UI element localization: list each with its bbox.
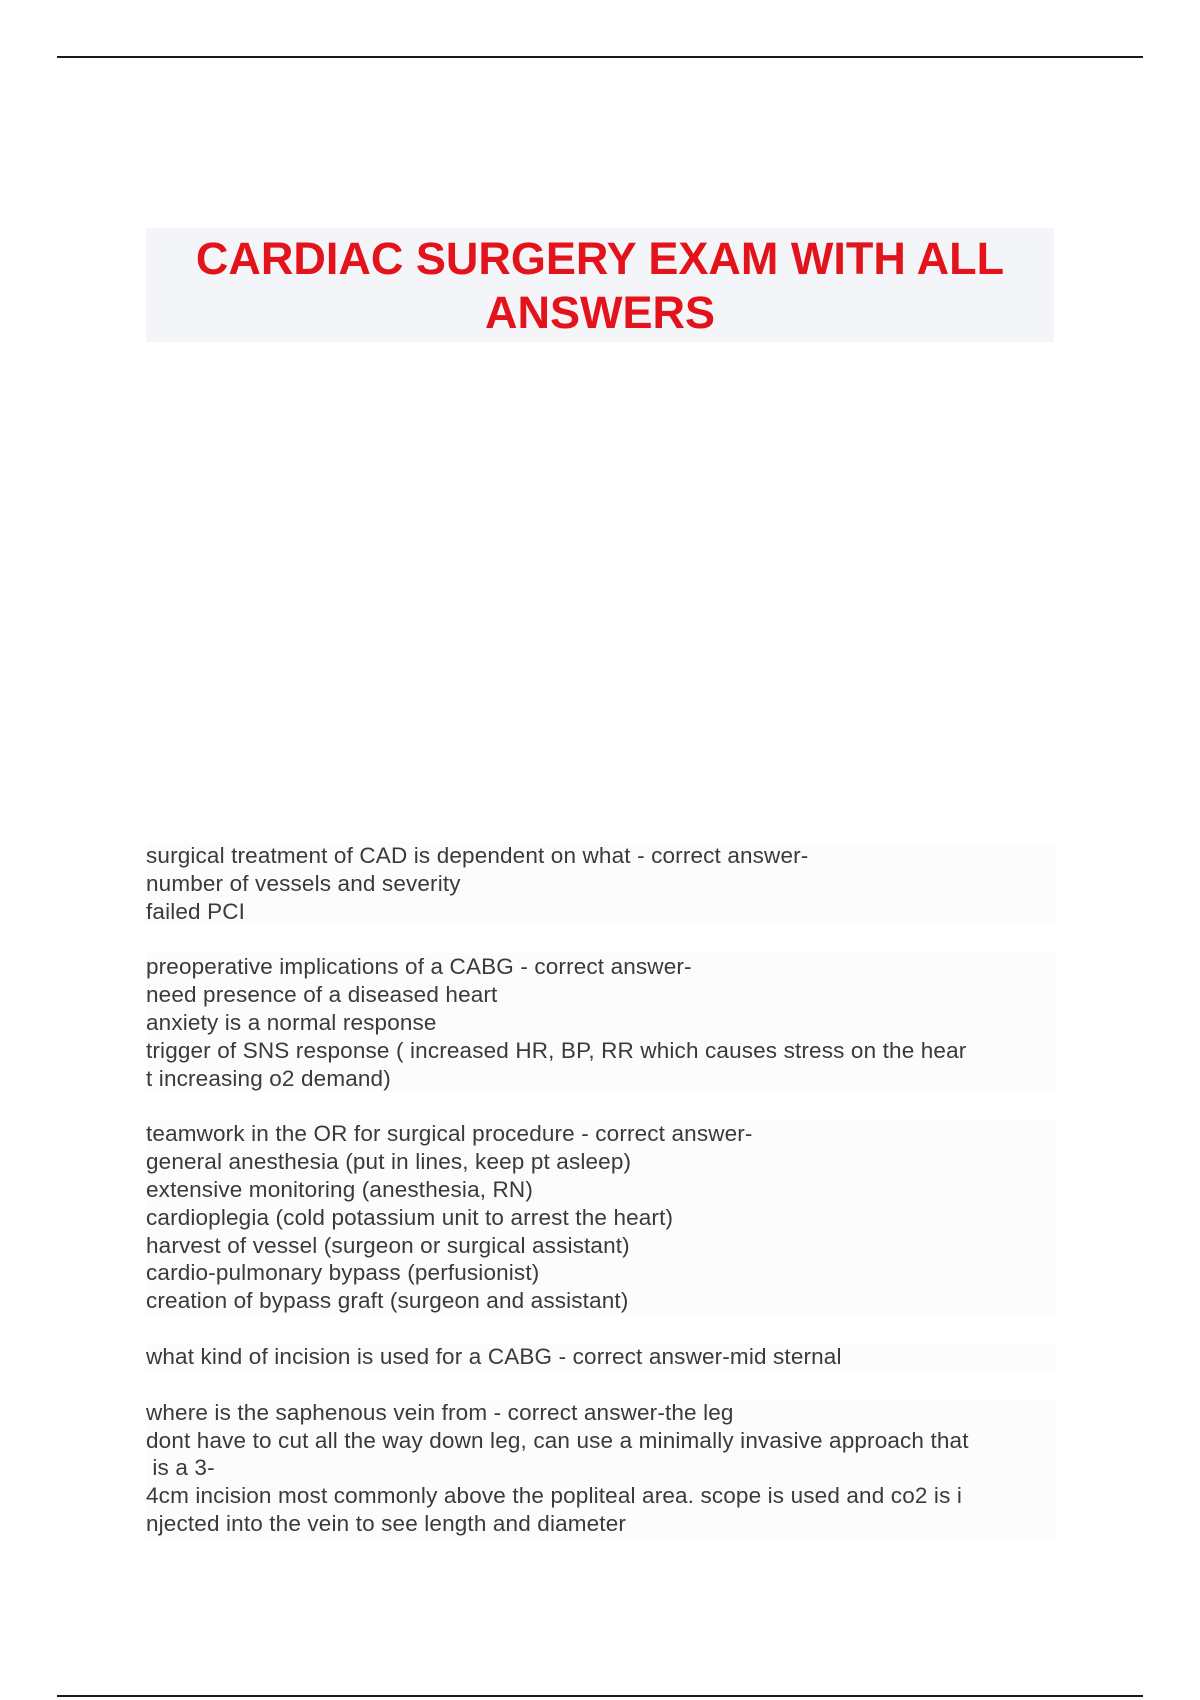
answer-line: anxiety is a normal response: [146, 1009, 1056, 1037]
answer-line: cardio-pulmonary bypass (perfusionist): [146, 1259, 1056, 1287]
answer-line: harvest of vessel (surgeon or surgical assistant): [146, 1232, 1056, 1260]
answer-line: 4cm incision most commonly above the popliteal area. scope is used and co2 is i: [146, 1482, 1056, 1510]
bottom-rule: [57, 1695, 1143, 1697]
qa-item: [146, 1399, 1056, 1538]
answer-line: t increasing o2 demand): [146, 1065, 1056, 1093]
answer-line: trigger of SNS response ( increased HR, BP, RR which causes stress on the hear: [146, 1037, 1056, 1065]
title-line-2: ANSWERS: [484, 287, 715, 338]
question-line: preoperative implications of a CABG - correct answer-: [146, 953, 1056, 981]
answer-line: failed PCI: [146, 898, 1056, 926]
answer-line: dont have to cut all the way down leg, can use a minimally invasive approach that: [146, 1427, 1056, 1455]
answer-line: cardioplegia (cold potassium unit to arrest the heart): [146, 1204, 1056, 1232]
answer-line: njected into the vein to see length and diameter: [146, 1510, 1056, 1538]
answer-line: number of vessels and severity: [146, 870, 1056, 898]
question-line: what kind of incision is used for a CABG - correct answer-mid sternal: [146, 1343, 1056, 1371]
answer-line: need presence of a diseased heart: [146, 981, 1056, 1009]
qa-item: [146, 842, 1056, 925]
answer-line: extensive monitoring (anesthesia, RN): [146, 1176, 1056, 1204]
qa-item: [146, 1343, 1056, 1371]
qa-list: [146, 842, 1056, 1566]
document-title: [146, 228, 1054, 340]
top-rule: [57, 56, 1143, 58]
answer-line: general anesthesia (put in lines, keep pt asleep): [146, 1148, 1056, 1176]
qa-item: [146, 953, 1056, 1092]
answer-line: is a 3-: [146, 1454, 1056, 1482]
question-line: surgical treatment of CAD is dependent on what - correct answer-: [146, 842, 1056, 870]
question-line: where is the saphenous vein from - correct answer-the leg: [146, 1399, 1056, 1427]
qa-item: [146, 1120, 1056, 1315]
title-line-1: CARDIAC SURGERY EXAM WITH ALL: [195, 233, 1005, 284]
answer-line: creation of bypass graft (surgeon and assistant): [146, 1287, 1056, 1315]
question-line: teamwork in the OR for surgical procedure - correct answer-: [146, 1120, 1056, 1148]
